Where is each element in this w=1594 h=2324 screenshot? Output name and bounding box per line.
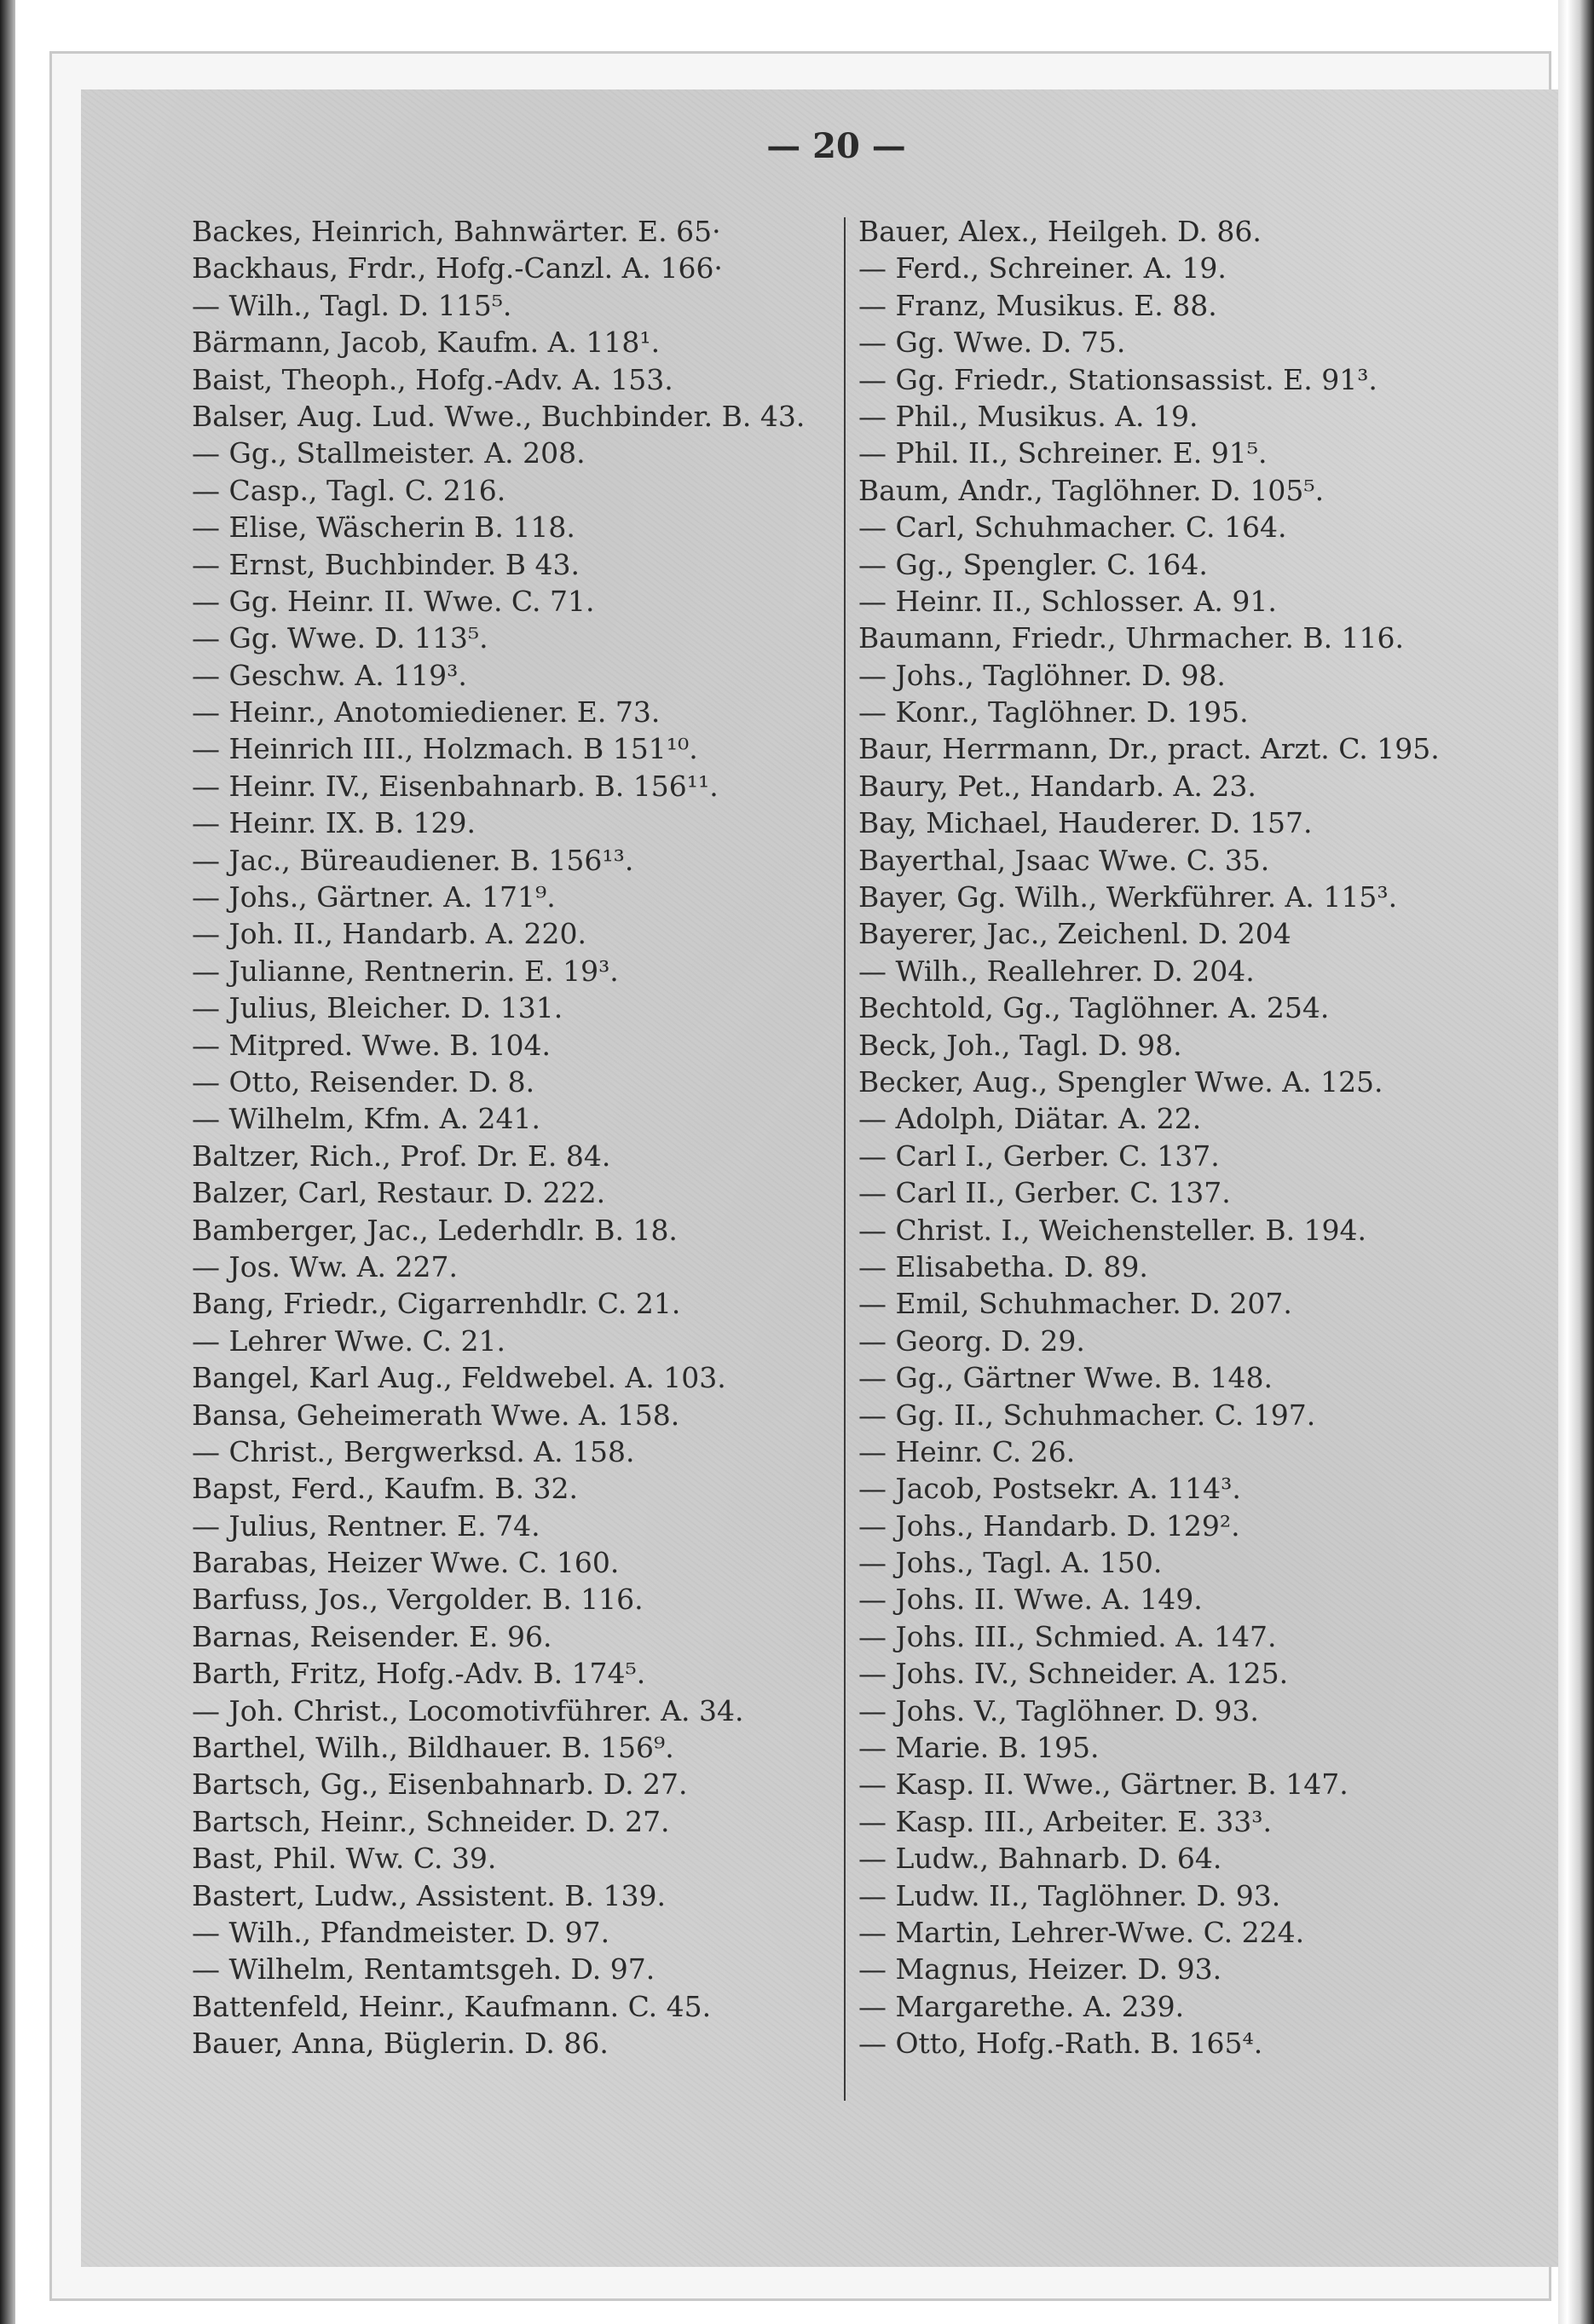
directory-entry: Bartsch, Gg., Eisenbahnarb. D. 27. — [192, 1768, 688, 1802]
directory-entry: — Ferd., Schreiner. A. 19. — [858, 251, 1227, 285]
directory-entry: — Wilhelm, Rentamtsgeh. D. 97. — [192, 1952, 656, 1987]
directory-entry: Bastert, Ludw., Assistent. B. 139. — [192, 1878, 666, 1912]
directory-entry: — Elisabetha. D. 89. — [858, 1249, 1148, 1283]
directory-entry: Bayerthal, Jsaac Wwe. C. 35. — [858, 843, 1270, 877]
directory-entry: Bärmann, Jacob, Kaufm. A. 118¹. — [192, 326, 661, 360]
directory-entry: Bansa, Geheimerath Wwe. A. 158. — [192, 1398, 680, 1432]
directory-entry: — Mitpred. Wwe. B. 104. — [192, 1028, 552, 1062]
directory-entry: — Gg. Heinr. II. Wwe. C. 71. — [192, 584, 595, 618]
directory-entry: — Carl II., Gerber. C. 137. — [858, 1176, 1231, 1210]
directory-entry: — Wilhelm, Kfm. A. 241. — [192, 1102, 540, 1136]
directory-entry: — Adolph, Diätar. A. 22. — [858, 1102, 1202, 1136]
column-divider — [844, 217, 846, 2101]
directory-entry: — Geschw. A. 119³. — [192, 658, 467, 692]
directory-entry: Battenfeld, Heinr., Kaufmann. C. 45. — [192, 1989, 712, 2023]
directory-entry: Bauer, Alex., Heilgeh. D. 86. — [858, 215, 1262, 248]
directory-entry: Bechtold, Gg., Taglöhner. A. 254. — [858, 991, 1330, 1025]
directory-entry: — Georg. D. 29. — [858, 1323, 1085, 1358]
directory-entry: — Ludw., Bahnarb. D. 64. — [858, 1842, 1222, 1876]
directory-entry: Baist, Theoph., Hofg.-Adv. A. 153. — [192, 362, 673, 396]
directory-entry: Bapst, Ferd., Kaufm. B. 32. — [192, 1472, 578, 1506]
directory-entry: Bauer, Anna, Büglerin. D. 86. — [192, 2027, 609, 2061]
directory-entry: — Wilh., Tagl. D. 115⁵. — [192, 288, 512, 322]
directory-entry: Bangel, Karl Aug., Feldwebel. A. 103. — [192, 1361, 726, 1395]
directory-entry: — Jos. Ww. A. 227. — [192, 1249, 459, 1283]
directory-entry: Bast, Phil. Ww. C. 39. — [192, 1842, 497, 1876]
page-edge — [1558, 0, 1594, 2324]
left-column — [192, 213, 840, 2062]
directory-entry: — Gg. II., Schuhmacher. C. 197. — [858, 1398, 1316, 1432]
right-column — [858, 213, 1506, 2062]
directory-entry: — Otto, Reisender. D. 8. — [192, 1064, 535, 1099]
directory-entry: Backhaus, Frdr., Hofg.-Canzl. A. 166· — [192, 251, 723, 285]
directory-entry: — Heinrich III., Holzmach. B 151¹⁰. — [192, 732, 698, 766]
directory-entry: — Otto, Hofg.-Rath. B. 165⁴. — [858, 2027, 1263, 2061]
directory-entry: — Christ. I., Weichensteller. B. 194. — [858, 1213, 1367, 1247]
directory-entry: — Carl, Schuhmacher. C. 164. — [858, 510, 1287, 545]
directory-entry: Beck, Joh., Tagl. D. 98. — [858, 1028, 1182, 1062]
directory-entry: — Gg., Spengler. C. 164. — [858, 547, 1208, 581]
directory-entry: — Emil, Schuhmacher. D. 207. — [858, 1287, 1292, 1321]
directory-entry: — Franz, Musikus. E. 88. — [858, 288, 1217, 322]
directory-entry: — Johs. III., Schmied. A. 147. — [858, 1619, 1277, 1653]
directory-entry: — Elise, Wäscherin B. 118. — [192, 510, 575, 545]
directory-entry: — Konr., Taglöhner. D. 195. — [858, 695, 1249, 729]
directory-entry: Baumann, Friedr., Uhrmacher. B. 116. — [858, 621, 1405, 655]
binding-edge — [0, 0, 15, 2324]
directory-entry: — Johs., Handarb. D. 129². — [858, 1508, 1240, 1543]
page-number: — 20 — — [766, 126, 906, 166]
directory-entry: — Julius, Rentner. E. 74. — [192, 1508, 540, 1543]
directory-entry: Backes, Heinrich, Bahnwärter. E. 65· — [192, 215, 721, 248]
directory-entry: — Carl I., Gerber. C. 137. — [858, 1139, 1220, 1173]
directory-entry: Bayerer, Jac., Zeichenl. D. 204 — [858, 917, 1291, 951]
directory-entry: Becker, Aug., Spengler Wwe. A. 125. — [858, 1064, 1383, 1099]
directory-entry: — Gg., Gärtner Wwe. B. 148. — [858, 1361, 1273, 1395]
directory-entry: Barabas, Heizer Wwe. C. 160. — [192, 1546, 620, 1580]
directory-entry: — Heinr. IX. B. 129. — [192, 806, 476, 840]
directory-entry: — Joh. II., Handarb. A. 220. — [192, 917, 587, 951]
directory-entry: — Heinr., Anotomiediener. E. 73. — [192, 695, 661, 729]
directory-entry: — Wilh., Reallehrer. D. 204. — [858, 954, 1255, 988]
directory-entry: Baum, Andr., Taglöhner. D. 105⁵. — [858, 473, 1325, 507]
directory-entry: Baltzer, Rich., Prof. Dr. E. 84. — [192, 1139, 611, 1173]
directory-entry: — Johs. V., Taglöhner. D. 93. — [858, 1693, 1259, 1727]
directory-entry: Barth, Fritz, Hofg.-Adv. B. 174⁵. — [192, 1657, 646, 1691]
directory-entry: — Jac., Büreaudiener. B. 156¹³. — [192, 843, 634, 877]
directory-entry: — Johs., Tagl. A. 150. — [858, 1546, 1163, 1580]
directory-entry: — Johs., Gärtner. A. 171⁹. — [192, 880, 556, 914]
directory-entry: — Heinr. II., Schlosser. A. 91. — [858, 584, 1277, 618]
directory-entry: — Joh. Christ., Locomotivführer. A. 34. — [192, 1693, 744, 1727]
directory-entry: Balser, Aug. Lud. Wwe., Buchbinder. B. 43. — [192, 399, 806, 433]
directory-entry: Bay, Michael, Hauderer. D. 157. — [858, 806, 1313, 840]
directory-entry: — Gg. Wwe. D. 75. — [858, 326, 1126, 360]
directory-entry: — Martin, Lehrer-Wwe. C. 224. — [858, 1915, 1305, 1949]
directory-entry: — Phil., Musikus. A. 19. — [858, 399, 1198, 433]
directory-entry: — Gg. Wwe. D. 113⁵. — [192, 621, 488, 655]
directory-entry: — Casp., Tagl. C. 216. — [192, 473, 506, 507]
directory-entry: — Heinr. C. 26. — [858, 1434, 1076, 1468]
directory-entry: — Jacob, Postsekr. A. 114³. — [858, 1472, 1241, 1506]
directory-entry: Barfuss, Jos., Vergolder. B. 116. — [192, 1583, 644, 1617]
directory-entry: Bayer, Gg. Wilh., Werkführer. A. 115³. — [858, 880, 1398, 914]
directory-entry: — Ludw. II., Taglöhner. D. 93. — [858, 1878, 1281, 1912]
directory-entry: — Julianne, Rentnerin. E. 19³. — [192, 954, 619, 988]
directory-entry: — Johs. IV., Schneider. A. 125. — [858, 1657, 1289, 1691]
directory-entry: — Christ., Bergwerksd. A. 158. — [192, 1434, 635, 1468]
directory-entry: — Julius, Bleicher. D. 131. — [192, 991, 563, 1025]
directory-entry: — Lehrer Wwe. C. 21. — [192, 1323, 505, 1358]
directory-entry: — Gg., Stallmeister. A. 208. — [192, 436, 586, 470]
directory-entry: — Marie. B. 195. — [858, 1731, 1100, 1765]
directory-entry: Barthel, Wilh., Bildhauer. B. 156⁹. — [192, 1731, 674, 1765]
directory-entry: Bartsch, Heinr., Schneider. D. 27. — [192, 1804, 670, 1838]
directory-entry: — Johs. II. Wwe. A. 149. — [858, 1583, 1203, 1617]
directory-entry: — Kasp. II. Wwe., Gärtner. B. 147. — [858, 1768, 1349, 1802]
directory-entry: Bang, Friedr., Cigarrenhdlr. C. 21. — [192, 1287, 681, 1321]
directory-entry: Balzer, Carl, Restaur. D. 222. — [192, 1176, 606, 1210]
directory-entry: — Gg. Friedr., Stationsassist. E. 91³. — [858, 362, 1377, 396]
directory-entry: — Wilh., Pfandmeister. D. 97. — [192, 1915, 610, 1949]
directory-entry: — Johs., Taglöhner. D. 98. — [858, 658, 1226, 692]
directory-entry: Barnas, Reisender. E. 96. — [192, 1619, 552, 1653]
directory-entry: — Heinr. IV., Eisenbahnarb. B. 156¹¹. — [192, 769, 719, 803]
directory-entry: — Ernst, Buchbinder. B 43. — [192, 547, 580, 581]
directory-entry: — Kasp. III., Arbeiter. E. 33³. — [858, 1804, 1272, 1838]
directory-entry: — Phil. II., Schreiner. E. 91⁵. — [858, 436, 1268, 470]
directory-entry: Baur, Herrmann, Dr., pract. Arzt. C. 195. — [858, 732, 1440, 766]
directory-entry: Baury, Pet., Handarb. A. 23. — [858, 769, 1256, 803]
directory-entry: — Magnus, Heizer. D. 93. — [858, 1952, 1222, 1987]
directory-entry: — Margarethe. A. 239. — [858, 1989, 1185, 2023]
directory-entry: Bamberger, Jac., Lederhdlr. B. 18. — [192, 1213, 678, 1247]
